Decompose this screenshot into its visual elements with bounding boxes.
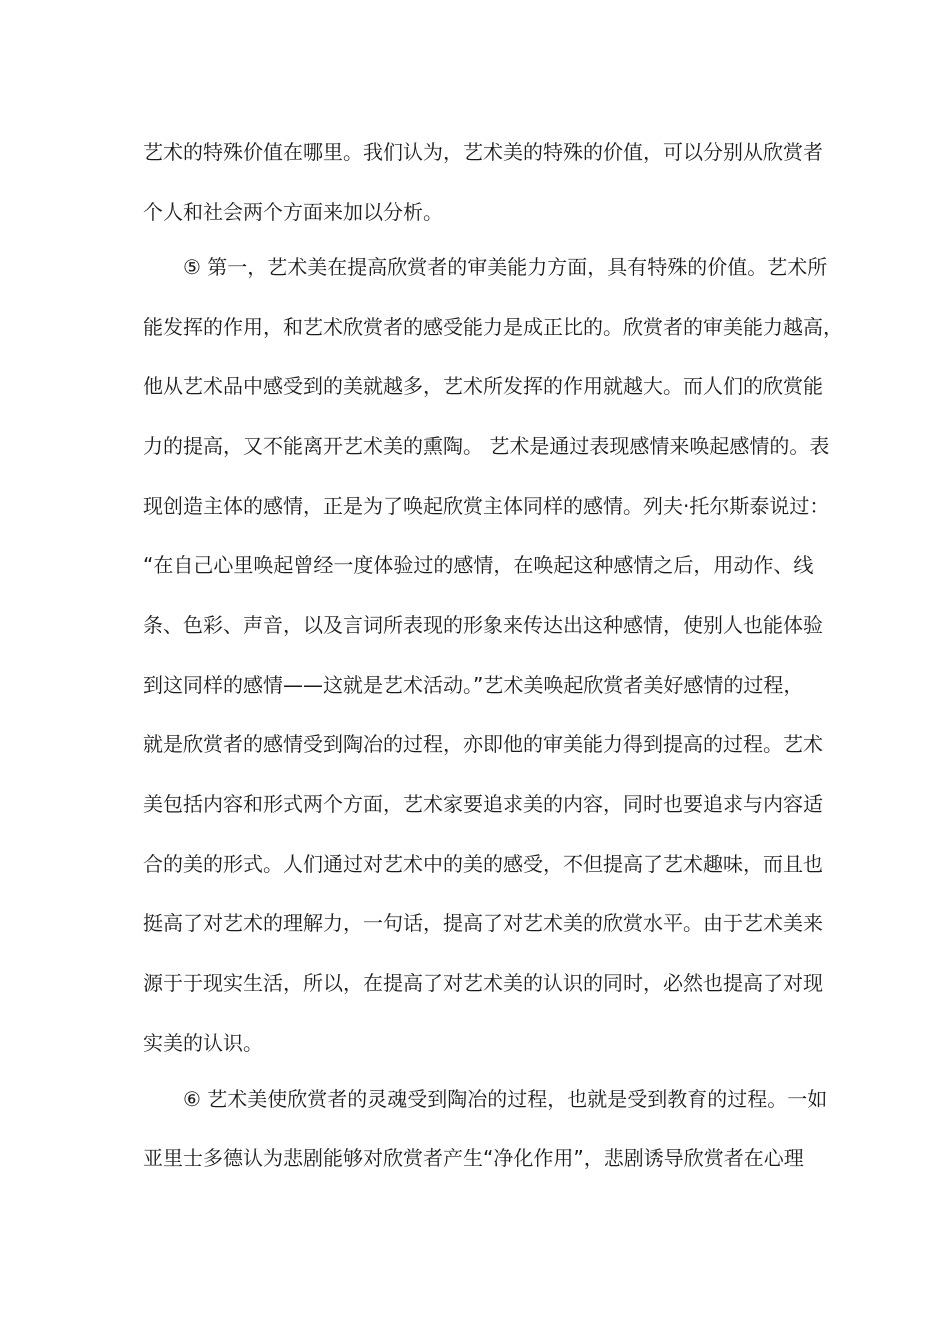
text-line: 美包括内容和形式两个方面，艺术家要追求美的内容，同时也要追求与内容适 bbox=[143, 792, 823, 816]
text-line: 挺高了对艺术的理解力，一句话，提高了对艺术美的欣赏水平。由于艺术美来 bbox=[143, 911, 823, 935]
text-line: 合的美的形式。人们通过对艺术中的美的感受，不但提高了艺术趣味，而且也 bbox=[143, 852, 823, 876]
text-line: 条、色彩、声音，以及言词所表现的形象来传达出这种感情，使别人也能体验 bbox=[143, 613, 823, 637]
paragraph-5-start: ⑤ 第一，艺术美在提高欣赏者的审美能力方面，具有特殊的价值。艺术所 bbox=[183, 255, 828, 279]
text-line: 亚里士多德认为悲剧能够对欣赏者产生“净化作用”，悲剧诱导欣赏者在心理 bbox=[143, 1146, 804, 1170]
text-line: 源于于现实生活，所以，在提高了对艺术美的认识的同时，必然也提高了对现 bbox=[143, 971, 823, 995]
text-line: 就是欣赏者的感情受到陶冶的过程，亦即他的审美能力得到提高的过程。艺术 bbox=[143, 732, 823, 756]
text-line: 艺术的特殊价值在哪里。我们认为，艺术美的特殊的价值，可以分别从欣赏者 bbox=[143, 140, 823, 164]
text-line: 现创造主体的感情，正是为了唤起欣赏主体同样的感情。列夫·托尔斯泰说过： bbox=[143, 494, 830, 518]
text-line: 个人和社会两个方面来加以分析。 bbox=[143, 200, 443, 224]
paragraph-6-start: ⑥ 艺术美使欣赏者的灵魂受到陶冶的过程，也就是受到教育的过程。一如 bbox=[183, 1087, 828, 1111]
text-line: 力的提高，又不能离开艺术美的熏陶。 艺术是通过表现感情来唤起感情的。表 bbox=[143, 434, 830, 458]
text-line: 能发挥的作用，和艺术欣赏者的感受能力是成正比的。欣赏者的审美能力越高， bbox=[143, 315, 843, 339]
text-line: 到这同样的感情——这就是艺术活动。”艺术美唤起欣赏者美好感情的过程， bbox=[143, 673, 804, 697]
text-line: 实美的认识。 bbox=[143, 1031, 263, 1055]
text-line: “在自己心里唤起曾经一度体验过的感情，在唤起这种感情之后，用动作、线 bbox=[143, 553, 814, 577]
text-line: 他从艺术品中感受到的美就越多，艺术所发挥的作用就越大。而人们的欣赏能 bbox=[143, 374, 823, 398]
